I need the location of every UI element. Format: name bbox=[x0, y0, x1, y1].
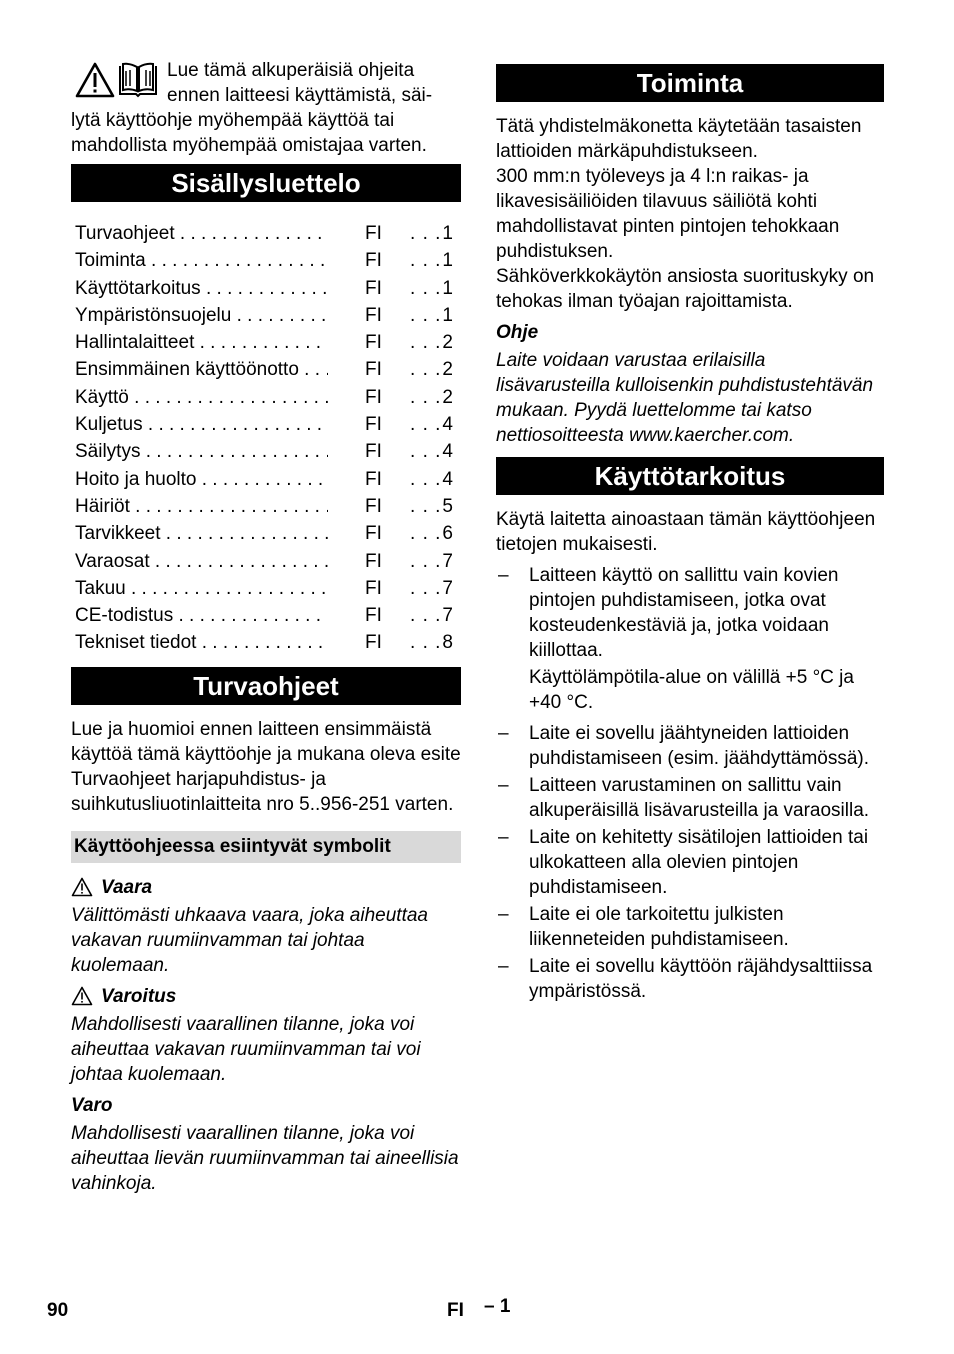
toc-row bbox=[75, 466, 453, 493]
caution-block bbox=[71, 1093, 461, 1196]
intro-icons bbox=[75, 62, 159, 98]
intended-use-list bbox=[496, 563, 884, 663]
toc-entry-name: Häiriöt . . . bbox=[75, 493, 328, 520]
toc-entry-page: . . . 7 bbox=[401, 548, 453, 575]
toc-entry-page: . . . 4 bbox=[401, 411, 453, 438]
danger-block bbox=[71, 875, 461, 978]
warning-triangle-icon bbox=[71, 986, 93, 1006]
toc-entry-language: FI bbox=[365, 441, 382, 463]
intro-text: lytä käyttöohje myöhempää käyttöä tai mahdollista myöhempää omistajaa varten. bbox=[71, 110, 427, 156]
page-number: 90 bbox=[47, 1300, 69, 1321]
toc-entry-page: . . . 1 bbox=[401, 302, 453, 329]
toc-entry-name: Käyttö . . . bbox=[75, 384, 328, 411]
warning-text: Mahdollisesti vaarallinen tilanne, joka voi aiheuttaa vakavan ruumiinvamman tai voi johtaa kuolemaan. bbox=[71, 1013, 421, 1085]
toc-entry-page: . . . 4 bbox=[401, 466, 453, 493]
toc-entry-name: CE-todistus . . . bbox=[75, 602, 328, 629]
list-item: – Laite on kehitetty sisätilojen lattioiden tai ulkokatteen alla olevien pintojen puhdistamiseen. bbox=[496, 825, 884, 900]
toc-entry-page: . . . 7 bbox=[401, 575, 453, 602]
right-column bbox=[496, 64, 884, 1006]
toc-entry-page: . . . 2 bbox=[401, 329, 453, 356]
toc-row bbox=[75, 384, 453, 411]
function-heading: Toiminta bbox=[496, 64, 884, 102]
toc-entry-name: Takuu . . . bbox=[75, 575, 328, 602]
table-of-contents bbox=[75, 220, 453, 657]
toc-entry-language: FI bbox=[365, 332, 382, 354]
function-paragraph-1: Tätä yhdistelmäkonetta käytetään tasaisten lattioiden märkäpuhdistukseen. bbox=[496, 116, 862, 162]
toc-row bbox=[75, 329, 453, 356]
toc-row bbox=[75, 575, 453, 602]
toc-entry-language: FI bbox=[365, 577, 382, 599]
toc-entry-language: FI bbox=[365, 386, 382, 408]
toc-entry-language: FI bbox=[365, 223, 382, 244]
toc-entry-name: Tekniset tiedot . . . bbox=[75, 629, 328, 656]
toc-entry-name: Käyttötarkoitus . . . bbox=[75, 275, 328, 302]
toc-entry-language: FI bbox=[365, 495, 382, 517]
toc-row bbox=[75, 548, 453, 575]
note-label: Ohje bbox=[496, 322, 539, 343]
intro-line-1: Lue tämä alkuperäisiä ohjeita bbox=[167, 60, 415, 81]
toc-row bbox=[75, 602, 453, 629]
toc-entry-language: FI bbox=[365, 250, 382, 272]
toc-entry-language: FI bbox=[365, 359, 382, 381]
function-paragraph-3: Sähköverkkokäytön ansiosta suorituskyky on tehokas ilman työajan rajoittamista. bbox=[496, 266, 875, 312]
toc-entry-name: Varaosat . . . bbox=[75, 548, 328, 575]
caution-text: Mahdollisesti vaarallinen tilanne, joka voi aiheuttaa lievän ruumiinvamman tai aineellisia vahinkoja. bbox=[71, 1122, 459, 1194]
danger-text: Välittömästi uhkaava vaara, joka aiheuttaa vakavan ruumiinvamman tai johtaa kuolemaan. bbox=[71, 904, 428, 976]
toc-entry-page: . . . 1 bbox=[401, 247, 453, 274]
toc-row bbox=[75, 493, 453, 520]
list-item: – Laitteen käyttö on sallittu vain kovien pintojen puhdistamiseen, jotka ovat kosteudenkestäviä ja, jotka voidaan kiillottaa. bbox=[496, 563, 884, 663]
toc-row bbox=[75, 438, 453, 465]
toc-entry-page: . . . 4 bbox=[401, 438, 453, 465]
temperature-note: Käyttölämpötila-alue on välillä +5 °C ja +40 °C. bbox=[529, 667, 854, 713]
toc-entry-page: . . . 7 bbox=[401, 602, 453, 629]
toc-entry-language: FI bbox=[365, 550, 382, 572]
toc-row bbox=[75, 275, 453, 302]
list-item: – Laite ei sovellu käyttöön räjähdysalttiissa ympäristössä. bbox=[496, 954, 884, 1004]
toc-entry-page: . . . 2 bbox=[401, 384, 453, 411]
note-text: Laite voidaan varustaa erilaisilla lisävarusteilla kulloisenkin puhdistustehtävän mukaan. Pyydä luettelomme tai katso nettiosoitteesta www.kaercher.com. bbox=[496, 350, 874, 446]
caution-label: Varo bbox=[71, 1094, 113, 1116]
toc-heading: Sisällysluettelo bbox=[71, 164, 461, 202]
intended-use-list-continued bbox=[496, 721, 884, 1004]
toc-entry-name: Kuljetus . . . bbox=[75, 411, 328, 438]
symbols-heading: Käyttöohjeessa esiintyvät symbolit bbox=[71, 831, 461, 863]
danger-label: Vaara bbox=[101, 876, 153, 898]
toc-entry-name: Ensimmäinen käyttöönotto . . . bbox=[75, 356, 328, 383]
warning-label: Varoitus bbox=[101, 985, 177, 1007]
safety-text: Lue ja huomioi ennen laitteen ensimmäistä käyttöä tämä käyttöohje ja mukana oleva esite Turvaohjeet harjapuhdistus- ja suihkutusliuotinlaitteita nro 5..956-251 varten. bbox=[71, 718, 461, 815]
warning-triangle-icon bbox=[75, 62, 115, 98]
toc-entry-language: FI bbox=[365, 523, 382, 545]
toc-entry-language: FI bbox=[365, 632, 382, 654]
toc-entry-name: Ympäristönsuojelu . . . bbox=[75, 302, 328, 329]
toc-entry-page: . . . 1 bbox=[401, 275, 453, 302]
intended-use-heading: Käyttötarkoitus bbox=[496, 457, 884, 495]
toc-entry-language: FI bbox=[365, 468, 382, 490]
toc-entry-name: Turvaohjeet . . . bbox=[75, 220, 328, 247]
toc-row bbox=[75, 411, 453, 438]
toc-row bbox=[75, 520, 453, 547]
toc-entry-name: Hoito ja huolto . . . bbox=[75, 466, 328, 493]
intro bbox=[71, 58, 461, 158]
toc-entry-page: . . . 6 bbox=[401, 520, 453, 547]
toc-row bbox=[75, 356, 453, 383]
toc-entry-page: . . . 1 bbox=[401, 220, 453, 247]
safety-heading: Turvaohjeet bbox=[71, 667, 461, 705]
toc-entry-name: Hallintalaitteet . . . bbox=[75, 329, 328, 356]
manual-book-icon bbox=[117, 62, 159, 98]
warning-block bbox=[71, 984, 461, 1087]
toc-entry-name: Toiminta . . . bbox=[75, 247, 328, 274]
list-item: – Laitteen varustaminen on sallittu vain alkuperäisillä lisävarusteilla ja varaosilla. bbox=[496, 773, 884, 823]
toc-row bbox=[75, 247, 453, 274]
toc-entry-language: FI bbox=[365, 277, 382, 299]
footer-page: – 1 bbox=[484, 1296, 511, 1317]
toc-row bbox=[75, 302, 453, 329]
intended-use-intro: Käytä laitetta ainoastaan tämän käyttöohjeen tietojen mukaisesti. bbox=[496, 509, 876, 555]
list-item: – Laite ei ole tarkoitettu julkisten liikenneteiden puhdistamiseen. bbox=[496, 902, 884, 952]
function-paragraph-2: 300 mm:n työleveys ja 4 l:n raikas- ja likavesisäiliöiden tilavuus säiliötä kohti mahdollistavat pinten pintojen tehokkaan puhdistuksen. bbox=[496, 166, 840, 262]
toc-entry-language: FI bbox=[365, 414, 382, 436]
footer-language: FI bbox=[447, 1300, 464, 1321]
left-column bbox=[71, 58, 461, 1201]
toc-row bbox=[75, 629, 453, 656]
warning-triangle-icon bbox=[71, 877, 93, 897]
toc-entry-page: . . . 2 bbox=[401, 356, 453, 383]
toc-entry-name: Säilytys . . . bbox=[75, 438, 328, 465]
toc-entry-language: FI bbox=[365, 605, 382, 627]
toc-entry-page: . . . 8 bbox=[401, 629, 453, 656]
list-item: – Laite ei sovellu jäähtyneiden lattioiden puhdistamiseen (esim. jäähdyttämössä). bbox=[496, 721, 884, 771]
toc-row bbox=[75, 220, 453, 247]
toc-entry-language: FI bbox=[365, 304, 382, 326]
toc-entry-page: . . . 5 bbox=[401, 493, 453, 520]
intro-line-2: ennen laitteesi käyttämistä, säi- bbox=[167, 85, 433, 106]
toc-entry-name: Tarvikkeet . . . bbox=[75, 520, 328, 547]
